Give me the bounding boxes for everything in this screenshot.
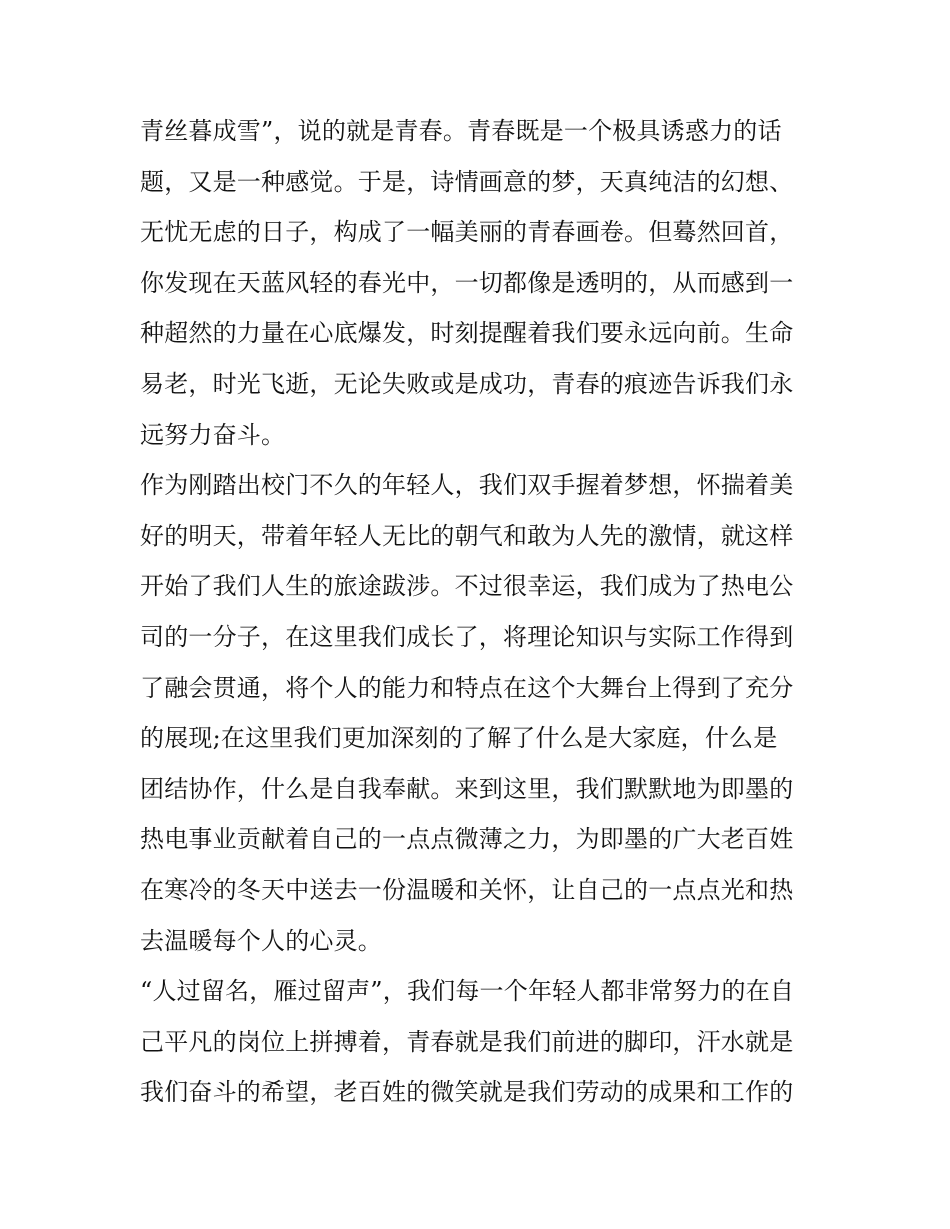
body-text: [140, 106, 820, 1118]
text-line: 无忧无虑的日子，构成了一幅美丽的青春画卷。但蓦然回首，: [140, 218, 794, 247]
text-line: 好的明天，带着年轻人无比的朝气和敢为人先的激情，就这样: [140, 521, 794, 550]
text-line: 团结协作，什么是自我奉献。来到这里，我们默默地为即墨的: [140, 774, 794, 803]
text-line: 题，又是一种感觉。于是，诗情画意的梦，天真纯洁的幻想、: [140, 167, 794, 196]
text-line: 种超然的力量在心底爆发，时刻提醒着我们要永远向前。生命: [140, 319, 794, 348]
text-line: 易老，时光飞逝，无论失败或是成功，青春的痕迹告诉我们永: [140, 369, 794, 398]
text-line: 开始了我们人生的旅途跋涉。不过很幸运，我们成为了热电公: [140, 572, 794, 601]
text-line: 作为刚踏出校门不久的年轻人，我们双手握着梦想，怀揣着美: [140, 471, 794, 500]
text-line: 远努力奋斗。: [140, 420, 286, 449]
text-line: 热电事业贡献着自己的一点点微薄之力，为即墨的广大老百姓: [140, 825, 794, 854]
text-line: 了融会贯通，将个人的能力和特点在这个大舞台上得到了充分: [140, 673, 794, 702]
text-line: “人过留名，雁过留声”，我们每一个年轻人都非常努力的在自: [140, 977, 795, 1006]
text-line: 司的一分子，在这里我们成长了，将理论知识与实际工作得到: [140, 622, 794, 651]
text-line: 在寒冷的冬天中送去一份温暖和关怀，让自己的一点点光和热: [140, 875, 794, 904]
text-line: 我们奋斗的希望，老百姓的微笑就是我们劳动的成果和工作的: [140, 1078, 794, 1107]
text-line: 己平凡的岗位上拼搏着，青春就是我们前进的脚印，汗水就是: [140, 1027, 794, 1056]
text-line: 你发现在天蓝风轻的春光中，一切都像是透明的，从而感到一: [140, 268, 794, 297]
text-line: 青丝暮成雪”，说的就是青春。青春既是一个极具诱惑力的话: [140, 117, 782, 145]
text-line: 的展现;在这里我们更加深刻的了解了什么是大家庭，什么是: [140, 724, 778, 753]
text-line: 去温暖每个人的心灵。: [140, 926, 382, 955]
